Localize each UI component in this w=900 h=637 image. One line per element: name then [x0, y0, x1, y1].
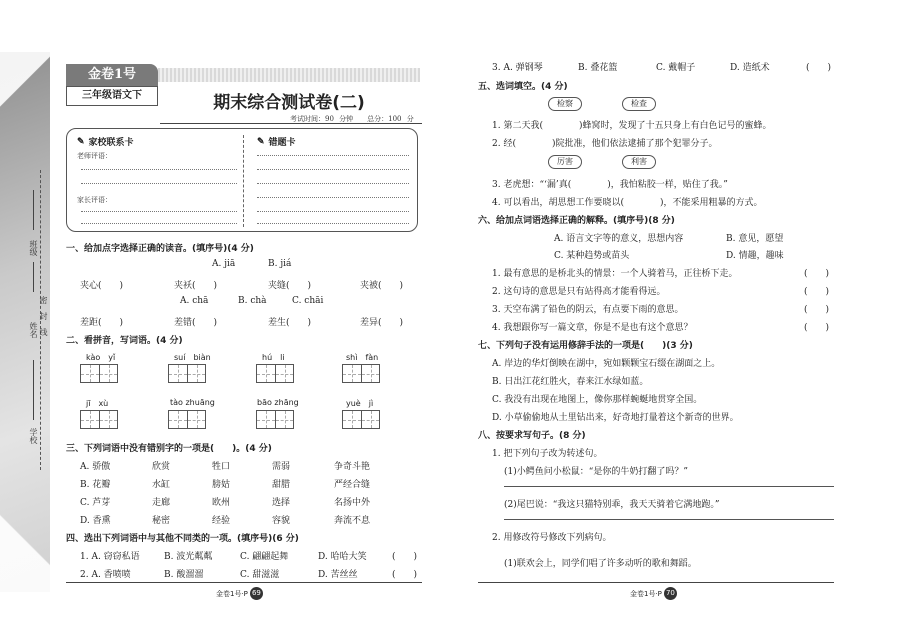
s1-item: 差距( ) — [80, 318, 124, 328]
s7-option[interactable]: B. 日出江花红胜火，春来江水绿如蓝。 — [492, 377, 649, 387]
s8-subquestion: (1)联欢会上，同学们唱了许多动听的歌和舞蹈。 — [504, 559, 697, 569]
s3-cell: 经验 — [212, 516, 231, 526]
s8-question: 2. 用修改符号修改下列病句。 — [492, 533, 612, 543]
pinyin-prompt: jī xù — [86, 399, 109, 408]
s6-answer-paren[interactable]: ( ) — [804, 305, 830, 315]
s1-item: 夹被( ) — [360, 281, 404, 291]
s6-definition: A. 语言文字等的意义，思想内容 — [554, 234, 684, 244]
teacher-comment-label: 老师评语： — [77, 152, 112, 160]
s6-answer-paren[interactable]: ( ) — [804, 323, 830, 333]
title-bar-decoration — [158, 68, 420, 82]
s1-item: 差异( ) — [360, 318, 404, 328]
word-choice-box: 利害 — [622, 155, 656, 169]
page-number-right — [630, 587, 677, 600]
s4-option: 2. A. 香喷喷 — [80, 570, 131, 580]
s4-option: C. 甜滋滋 — [240, 570, 280, 580]
s6-answer-paren[interactable]: ( ) — [804, 269, 830, 279]
section-1-heading: 一、给加点字选择正确的读音。(填序号)(4 分) — [66, 244, 254, 254]
writing-grid[interactable] — [256, 364, 294, 383]
s3-cell: 膀姑 — [212, 480, 231, 490]
s3-cell: A. 骄傲 — [80, 462, 111, 472]
s3-cell: 欣赏 — [152, 462, 171, 472]
class-label: 班级 — [29, 240, 38, 256]
header-rule — [160, 123, 422, 124]
footer-rule-right — [478, 582, 834, 583]
teacher-line — [81, 183, 237, 184]
brand-name: 金卷1号 — [66, 64, 158, 86]
writing-grid[interactable] — [80, 410, 118, 429]
section-3-heading: 三、下列词语中没有错别字的一项是( )。(4 分) — [66, 444, 272, 454]
s6-item: 4. 我想跟你写一篇文章，你是不是也有这个意思？ — [492, 323, 693, 333]
s5-item: 4. 可以看出，胡思想工作要晓以( )，不能采用粗暴的方式。 — [492, 198, 763, 208]
s3-cell: 严经合缝 — [334, 480, 371, 490]
s3-cell: 秘密 — [152, 516, 171, 526]
name-label: 姓名 — [29, 322, 38, 338]
s6-item: 1. 最有意思的是桥北头的情景：一个人骑着马，正往桥下走。 — [492, 269, 738, 279]
brand-badge — [66, 64, 158, 110]
s3-cell: 甜腊 — [272, 480, 291, 490]
s7-option[interactable]: A. 岸边的华灯倒映在湖中，宛如颗颗宝石缀在湖面之上。 — [492, 359, 721, 369]
s4-option: B. 叠花篮 — [578, 63, 618, 73]
school-rule — [33, 360, 34, 420]
s5-item: 2. 经( )院批准，他们依法逮捕了那个犯罪分子。 — [492, 139, 718, 149]
s3-cell: 需弱 — [272, 462, 291, 472]
s3-cell: B. 花瓣 — [80, 480, 111, 490]
s1-item: 差生( ) — [268, 318, 312, 328]
s4-option: B. 波光粼粼 — [164, 552, 213, 562]
s3-cell: 走廊 — [152, 498, 171, 508]
s3-cell: 水缸 — [152, 480, 171, 490]
pencil-icon: ✎ — [77, 136, 85, 147]
parent-comment-label: 家长评语： — [77, 196, 112, 204]
s6-item: 2. 这句诗的意思是只有站得高才能看得远。 — [492, 287, 666, 297]
s4-option: C. 戴帽子 — [656, 63, 696, 73]
binding-strip — [0, 0, 52, 637]
writing-grid[interactable] — [168, 410, 206, 429]
s3-cell: 选择 — [272, 498, 291, 508]
s4-option: 1. A. 窃窃私语 — [80, 552, 140, 562]
s3-cell: 名扬中外 — [334, 498, 371, 508]
pinyin-prompt: shì fàn — [346, 353, 379, 362]
s3-cell: 容貌 — [272, 516, 291, 526]
grade-label: 三年级语文下 — [66, 86, 158, 106]
wrong-card-label: 错题卡 — [268, 138, 296, 148]
s1-item: 夹袄( ) — [174, 281, 218, 291]
section-2-heading: 二、看拼音，写词语。(4 分) — [66, 336, 183, 346]
word-choice-box: 检察 — [548, 97, 582, 111]
section-6-heading: 六、给加点词语选择正确的解释。(填序号)(8 分) — [478, 216, 675, 226]
writing-grid[interactable] — [80, 364, 118, 383]
s1-option: C. chāi — [292, 296, 324, 306]
s6-definition: B. 意见，愿望 — [726, 234, 784, 244]
pinyin-prompt: suí biàn — [174, 353, 211, 362]
s7-option[interactable]: D. 小草偷偷地从土里钻出来，好奇地打量着这个新奇的世界。 — [492, 413, 739, 423]
parent-line — [81, 223, 237, 224]
writing-grid[interactable] — [256, 410, 294, 429]
s1-option: A. jiā — [212, 259, 236, 269]
parent-line — [81, 211, 237, 212]
s4-option: C. 翩翩起舞 — [240, 552, 289, 562]
s4-answer-paren[interactable]: ( ) — [806, 63, 832, 73]
s6-answer-paren[interactable]: ( ) — [804, 287, 830, 297]
writing-grid[interactable] — [342, 410, 380, 429]
page-num: 70 — [664, 587, 677, 600]
pinyin-prompt: kào yǐ — [86, 353, 116, 362]
home-school-card-label: 家校联系卡 — [88, 138, 134, 148]
s3-cell: 牲口 — [212, 462, 231, 472]
s4-answer-paren[interactable]: ( ) — [392, 552, 418, 562]
wrong-line — [257, 183, 409, 184]
footer-rule-left — [66, 582, 422, 583]
s3-cell: 欧州 — [212, 498, 231, 508]
s6-item: 3. 天空布满了铅色的阴云，有点要下雨的意思。 — [492, 305, 684, 315]
s1-item: 差错( ) — [174, 318, 218, 328]
answer-line[interactable] — [504, 486, 834, 487]
s4-option: D. 造纸术 — [730, 63, 770, 73]
s6-definition: C. 某种趋势或苗头 — [554, 251, 630, 261]
wrong-card-title — [257, 135, 296, 148]
answer-line[interactable] — [504, 519, 834, 520]
s8-subquestion: (2)尾巴说：“我这只猫特别乖，我天天骑着它满地跑。” — [504, 500, 720, 510]
s1-item: 夹缝( ) — [268, 281, 312, 291]
s4-option: B. 酸溜溜 — [164, 570, 204, 580]
s4-option: D. 哈哈大笑 — [318, 552, 367, 562]
s1-item: 夹心( ) — [80, 281, 124, 291]
seal-label: 密 封 线 — [39, 296, 48, 336]
s4-option: D. 苦丝丝 — [318, 570, 358, 580]
section-7-heading: 七、下列句子没有运用修辞手法的一项是( )(3 分) — [478, 341, 693, 351]
s8-subquestion: (1)小鳄鱼问小松鼠：“是你的牛奶打翻了吗？” — [504, 467, 688, 477]
page-title: 期末综合测试卷(二) — [213, 93, 365, 113]
wrong-line — [257, 197, 409, 198]
writing-grid[interactable] — [168, 364, 206, 383]
wrong-line — [257, 169, 409, 170]
s3-cell: D. 香熏 — [80, 516, 111, 526]
section-4-heading: 四、选出下列词语中与其他不同类的一项。(填序号)(6 分) — [66, 534, 299, 544]
wrong-line — [257, 211, 409, 212]
s3-cell: C. 芦芽 — [80, 498, 111, 508]
s3-cell: 争奇斗艳 — [334, 462, 371, 472]
class-rule — [33, 190, 34, 230]
page-brand: 金卷1号·P — [216, 589, 248, 598]
word-choice-box: 厉害 — [548, 155, 582, 169]
pinyin-prompt: tào zhuāng — [170, 398, 215, 407]
name-rule — [33, 262, 34, 292]
s1-option: A. chā — [180, 296, 209, 306]
section-5-heading: 五、选词填空。(4 分) — [478, 82, 568, 92]
pinyin-prompt: hú li — [262, 353, 285, 362]
page-brand: 金卷1号·P — [630, 589, 662, 598]
home-school-card-title — [77, 135, 134, 148]
page-number-left — [216, 587, 263, 600]
s4-answer-paren[interactable]: ( ) — [392, 570, 418, 580]
s5-item: 3. 老虎想：“‘漏’真( )，我怕粘胶一样，贴住了我。” — [492, 180, 728, 190]
school-label: 学校 — [29, 428, 38, 444]
s1-option: B. chà — [238, 296, 267, 306]
s7-option[interactable]: C. 我没有出现在地图上，像你那样蜿蜒地贯穿全国。 — [492, 395, 703, 405]
s3-cell: 奔流不息 — [334, 516, 371, 526]
pinyin-prompt: bāo zhāng — [257, 398, 299, 407]
exam-meta: 考试时间：90 分钟 总分：100 分 — [290, 115, 414, 123]
s5-item: 1. 第二天我( )蜂窝时，发现了十五只身上有白色记号的蜜蜂。 — [492, 121, 772, 131]
contact-card — [66, 128, 418, 232]
wrong-line — [257, 223, 409, 224]
s1-option: B. jiá — [268, 259, 292, 269]
pencil-icon: ✎ — [257, 136, 265, 147]
pinyin-prompt: yuè jì — [346, 399, 374, 408]
card-divider — [243, 135, 244, 227]
word-choice-box: 检查 — [622, 97, 656, 111]
teacher-line — [81, 169, 237, 170]
wrong-line — [257, 155, 409, 156]
writing-grid[interactable] — [342, 364, 380, 383]
section-8-heading: 八、按要求写句子。(8 分) — [478, 431, 586, 441]
s6-definition: D. 情趣，趣味 — [726, 251, 784, 261]
s4-option: 3. A. 弹钢琴 — [492, 63, 543, 73]
s8-question: 1. 把下列句子改为转述句。 — [492, 449, 603, 459]
page-num: 69 — [250, 587, 263, 600]
